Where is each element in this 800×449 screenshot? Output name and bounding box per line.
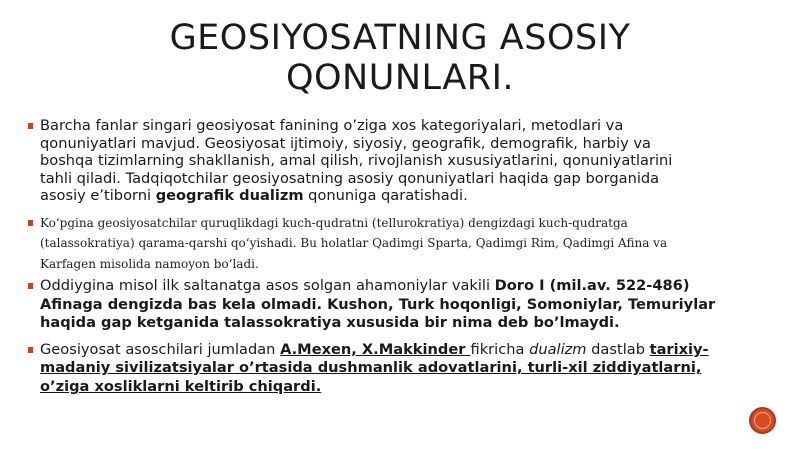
bullet-item-3 — [28, 277, 773, 333]
slide-title — [60, 18, 740, 98]
bullet-1-text: asosiy e’tiborni — [40, 187, 156, 205]
title-line-1: GEOSIYOSATNING ASOSIY — [169, 18, 631, 58]
bullet-item-1 — [28, 117, 773, 205]
bullet-3-line-3: haqida gap ketganida talassokratiya xususida bir nima deb bo’lmaydi. — [40, 314, 620, 332]
bullet-3-line-2: Afinaga dengizda bas kela olmadi. Kushon, Turk hoqonligi, Somoniylar, Temuriylar — [40, 295, 716, 313]
square-bullet-icon — [28, 220, 33, 226]
square-bullet-icon — [28, 347, 33, 353]
bullet-4-line-3: o’ziga xosliklarni keltirib chiqardi. — [40, 377, 322, 395]
bullet-item-4 — [28, 341, 773, 397]
bullet-4-italic-term: dualizm — [529, 340, 587, 358]
bullet-list — [28, 117, 773, 396]
bullet-item-2 — [28, 213, 773, 275]
bullet-4-text-mid2: dastlab — [586, 340, 650, 358]
bullet-2-line-2: (talassokratiya) qarama-qarshi qo‘yishadi. Bu holatlar Qadimgi Sparta, Qadimgi Rim, Qadimgi Afina va — [40, 236, 668, 251]
bullet-1-line-3: boshqa tizimlarning shakllanish, amal qilish, rivojlanish xususiyatlarini, qonuniyatlarini — [40, 152, 673, 170]
bullet-1-text-end: qonuniga qaratishadi. — [303, 187, 468, 205]
bullet-4-authors: A.Mexen, X.Makkinder — [280, 340, 471, 358]
bullet-3-line-1 — [40, 277, 773, 296]
bullet-1-line-2: qonuniyatlari mavjud. Geosiyosat ijtimoiy, siyosiy, geografik, demografik, harbiy va — [40, 134, 651, 152]
bullet-3-bold-name: Doro I (mil.av. 522-486) — [494, 277, 690, 295]
bullet-3-text: Oddiygina misol ilk saltanatga asos solgan ahamoniylar vakili — [40, 277, 495, 295]
title-line-2: QONUNLARI. — [285, 58, 515, 98]
bullet-4-line-2: madaniy sivilizatsiyalar o’rtasida dushmanlik adovatlarini, turli-xil ziddiyatlarni, — [40, 359, 702, 377]
bullet-1-line-5 — [40, 187, 773, 205]
bullet-1-line-4: tahli qiladi. Tadqiqotchilar geosiyosatning asosiy qonuniyatlari haqida gap borganida — [40, 169, 660, 187]
bullet-4-text-mid: fikricha — [470, 340, 530, 358]
square-bullet-icon — [28, 123, 33, 129]
circle-nav-button-icon[interactable] — [749, 407, 776, 434]
bullet-1-line-1: Barcha fanlar singari geosiyosat fanining o’ziga xos kategoriyalari, metodlari va — [40, 117, 624, 134]
square-bullet-icon — [28, 283, 33, 289]
bullet-2-line-1: Ko‘pgina geosiyosatchilar quruqlikdagi kuch-qudratni (tellurokratiya) dengizdagi kuch-qudratga — [40, 215, 628, 230]
bullet-1-bold-term: geografik dualizm — [155, 187, 304, 205]
bullet-4-text: Geosiyosat asoschilari jumladan — [40, 340, 281, 358]
bullet-4-underlined-start: tarixiy- — [649, 340, 709, 358]
bullet-2-line-3: Karfagen misolida namoyon bo‘ladi. — [40, 256, 259, 271]
bullet-4-line-1 — [40, 341, 773, 360]
